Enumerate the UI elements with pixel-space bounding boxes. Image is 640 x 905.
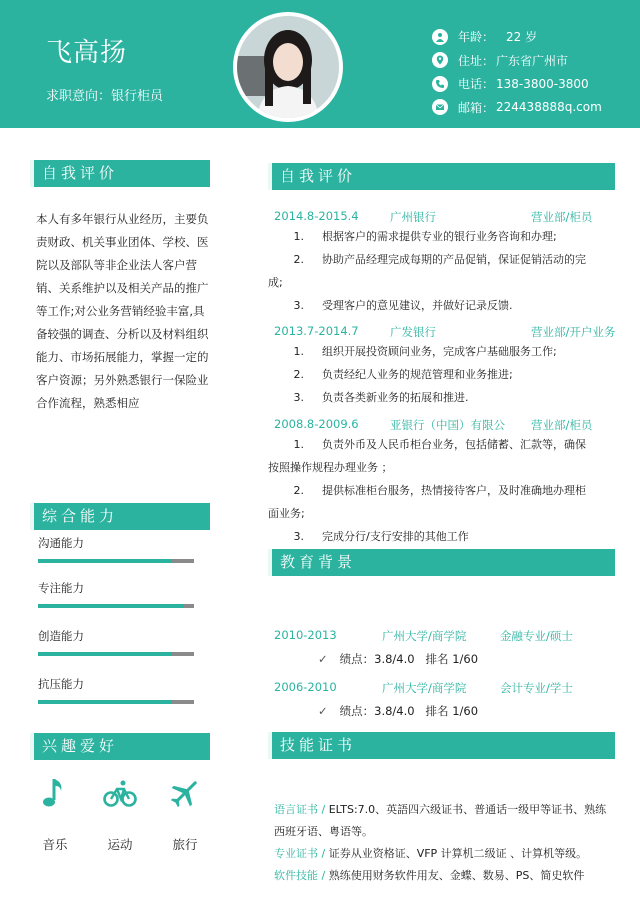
skill-fill [38, 559, 172, 563]
duty-line [268, 363, 618, 386]
hobby-label: 运动 [107, 837, 133, 852]
duty-number: 1. [293, 438, 304, 451]
contact-value: 广东省广州市 [496, 53, 569, 68]
experience-heading: 自我评价 [268, 163, 615, 190]
music-note-icon [37, 775, 73, 811]
certificate-text: 熟练使用财务软件用友、金蝶、数易、PS、简史软件 [328, 869, 585, 882]
skill-item [38, 628, 194, 644]
self-evaluation-text: 本人有多年银行从业经历，主要负责财政、机关事业团体、学校、医院以及部队等非企业法人客户营销、关系维护以及相关产品的推广等工作;对公业务营销经验丰富,具备较强的调查、分析以及材料组织能力、市场拓展能力，掌握一定的客户资源；另外熟悉银行一保险业合作流程，熟悉相应 [36, 212, 209, 410]
job-period: 2013.7-2014.7 [274, 324, 359, 338]
job-intent: 求职意向：银行柜员 [46, 89, 164, 104]
duty-text: 负责各类新业务的拓展和推进. [322, 391, 469, 404]
education-score [318, 703, 478, 719]
education-score-text: 绩点：3.8/4.0 排名 1/60 [339, 652, 479, 666]
education-period: 2006-2010 [274, 680, 337, 694]
bicycle-icon [102, 775, 138, 811]
duty-number: 1. [293, 230, 304, 243]
duty-line [268, 294, 618, 317]
certificate-text: 证券从业资格证、VFP 计算机二级证 、计算机等级。 [328, 847, 588, 860]
duty-number: 2. [293, 484, 304, 497]
contact-label: 住址： [458, 53, 495, 68]
duty-number: 3. [293, 530, 304, 543]
job-period: 2014.8-2015.4 [274, 209, 359, 223]
hobby-travel [160, 775, 210, 853]
self-evaluation-heading: 自我评价 [30, 160, 210, 187]
duty-text: 组织开展投资顾问业务，完成客户基础服务工作; [322, 345, 557, 358]
skill-item [38, 676, 194, 692]
check-icon: ✓ [318, 652, 328, 666]
education-score [318, 651, 478, 667]
duty-text: 负责外币及人民币柜台业务，包括储蓄、汇款等，确保 [322, 438, 586, 451]
certificates-heading: 技能证书 [268, 732, 615, 759]
check-icon: ✓ [318, 704, 328, 718]
duty-number: 3. [293, 391, 304, 404]
contact-label: 邮箱： [458, 100, 495, 115]
certificate-category: 软件技能 / [274, 869, 329, 882]
hobby-label: 旅行 [172, 837, 198, 852]
duty-text: 完成分行/支行安排的其他工作 [322, 530, 469, 543]
duty-line [268, 225, 618, 248]
certificate-text: ELTS:7.0、英語四六级证书、普通话一级甲等证书、熟练 [328, 803, 607, 816]
certificate-line [274, 865, 619, 887]
job-period: 2008.8-2009.6 [274, 417, 359, 431]
contact-address [432, 49, 602, 73]
contact-value: 138-3800-3800 [496, 76, 589, 91]
skill-name: 抗压能力 [38, 677, 84, 691]
education-school: 广州大学/商学院 [382, 629, 467, 643]
duty-line [268, 386, 618, 409]
duty-line [268, 340, 618, 363]
job-company: 广州银行 [390, 210, 436, 224]
duty-line [268, 433, 618, 456]
job-role: 营业部/柜员 [531, 418, 593, 432]
certificate-line [274, 843, 619, 865]
duty-text: 根据客户的需求提供专业的银行业务咨询和办理; [322, 230, 557, 243]
duty-text: 协助产品经理完成每期的产品促销，保证促销活动的完 [322, 253, 586, 266]
certificate-category: 语言证书 / [274, 803, 329, 816]
skill-fill [38, 700, 172, 704]
person-icon [432, 29, 448, 45]
skill-name: 沟通能力 [38, 536, 84, 550]
job-duties [268, 225, 618, 317]
skill-track [38, 559, 194, 563]
hobbies-list [30, 775, 210, 853]
skill-track [38, 652, 194, 656]
mail-icon [432, 99, 448, 115]
job-duties [268, 433, 618, 548]
job-company: 广发银行 [390, 325, 436, 339]
duty-number: 1. [293, 345, 304, 358]
hobbies-heading: 兴趣爱好 [30, 733, 210, 760]
certificate-continuation: 西班牙语、粤语等。 [274, 825, 373, 838]
duty-text: 负责经纪人业务的规范管理和业务推进; [322, 368, 513, 381]
hobby-music [30, 775, 80, 853]
contact-value: 224438888q.com [496, 100, 602, 115]
job-company: 亚银行（中国）有限公 [390, 418, 505, 432]
certificate-block [274, 799, 619, 887]
location-icon [432, 52, 448, 68]
duty-number: 2. [293, 253, 304, 266]
phone-icon [432, 76, 448, 92]
skill-track [38, 604, 194, 608]
contact-phone [432, 72, 602, 96]
skill-name: 创造能力 [38, 629, 84, 643]
skill-item [38, 535, 194, 551]
duty-continuation: 按照操作规程办理业务 ； [268, 461, 393, 474]
job-role: 营业部/开户业务 [531, 325, 616, 339]
duty-text: 提供标准柜台服务，热情接待客户，及时准确地办理柜 [322, 484, 586, 497]
education-major: 金融专业/硕士 [500, 629, 573, 643]
airplane-icon [167, 775, 203, 811]
certificate-category: 专业证书 / [274, 847, 329, 860]
contact-email [432, 96, 602, 120]
certificate-line [274, 799, 619, 821]
contact-list [432, 25, 602, 119]
hobby-sport [95, 775, 145, 853]
skills-heading: 综合能力 [30, 503, 210, 530]
contact-label: 电话： [458, 77, 495, 92]
education-school: 广州大学/商学院 [382, 681, 467, 695]
duty-text: 受理客户的意见建议，并做好记录反馈. [322, 299, 513, 312]
duty-continuation: 面业务; [268, 507, 305, 520]
profile-photo [233, 12, 343, 122]
hobby-label: 音乐 [42, 837, 68, 852]
duty-number: 2. [293, 368, 304, 381]
skill-fill [38, 604, 183, 608]
education-score-text: 绩点：3.8/4.0 排名 1/60 [339, 704, 479, 718]
contact-value: 22 岁 [506, 30, 538, 45]
duty-continuation: 成; [268, 276, 283, 289]
skill-track [38, 700, 194, 704]
skill-fill [38, 652, 172, 656]
candidate-name: 飞高扬 [46, 38, 128, 68]
duty-number: 3. [293, 299, 304, 312]
education-period: 2010-2013 [274, 628, 337, 642]
skill-name: 专注能力 [38, 581, 84, 595]
duty-line [268, 248, 618, 271]
job-duties [268, 340, 618, 409]
duty-line [268, 479, 618, 502]
contact-age [432, 25, 602, 49]
skill-item [38, 580, 194, 596]
education-heading: 教育背景 [268, 549, 615, 576]
contact-label: 年龄： [458, 30, 495, 45]
job-role: 营业部/柜员 [531, 210, 593, 224]
duty-line [268, 525, 618, 548]
education-major: 会计专业/学士 [500, 681, 573, 695]
